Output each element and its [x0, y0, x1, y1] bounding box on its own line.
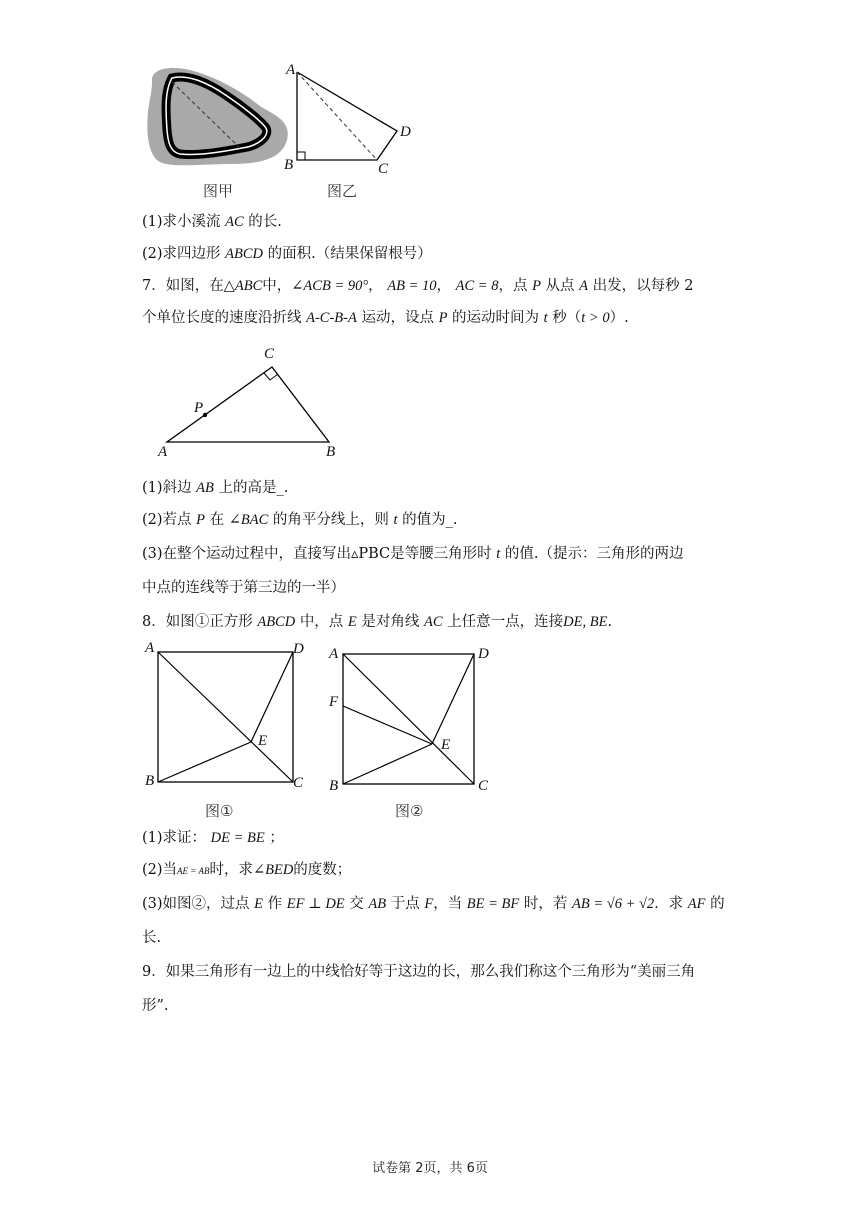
- fig1-label-c: C: [293, 775, 304, 791]
- q7-part2: (2)若点 P 在 ∠BAC 的角平分线上，则 t 的值为_.: [142, 512, 458, 528]
- fig2-label-e: E: [441, 737, 451, 753]
- q7-part3-cont: 中点的连线等于第三边的一半）: [142, 580, 345, 596]
- fig2-label-b: B: [329, 778, 339, 794]
- fig2-label-f: F: [329, 694, 339, 710]
- fig-yi-caption: 图乙: [327, 182, 358, 200]
- q7-line1: 7．如图，在△ABC中，∠ACB = 90°， AB = 10， AC = 8，点 P 从点 A 出发，以每秒 2: [142, 278, 694, 294]
- fig1-label-e: E: [258, 733, 268, 749]
- q7-part1: (1)斜边 AB 上的高是_.: [142, 480, 289, 496]
- q9-line2: 形”.: [142, 998, 169, 1014]
- fig-jia-caption: 图甲: [203, 182, 234, 200]
- triangle-label-c: C: [264, 346, 275, 362]
- figure-square-2: [336, 648, 486, 788]
- fig1-label-a: A: [145, 640, 155, 656]
- figure-triangle: [160, 360, 340, 450]
- triangle-label-p: P: [194, 400, 204, 416]
- q7-line2: 个单位长度的速度沿折线 A-C-B-A 运动，设点 P 的运动时间为 t 秒（t > 0）.: [142, 310, 629, 326]
- figure-jia: [142, 62, 292, 180]
- fig-yi-label-b: B: [284, 157, 294, 173]
- q6-part2: (2)求四边形 ABCD 的面积.（结果保留根号）: [142, 246, 432, 262]
- q8-part1: (1)求证： DE = BE ；: [142, 830, 284, 846]
- fig1-label-b: B: [145, 773, 155, 789]
- fig2-caption: 图②: [395, 802, 424, 820]
- q8-part3: (3)如图②，过点 E 作 EF ⊥ DE 交 AB 于点 F，当 BE = BF 时，若 AB = √6 + √2．求 AF 的: [142, 896, 725, 912]
- q8-part2: (2)当AE = AB时，求∠BED的度数；: [142, 862, 352, 878]
- fig1-label-d: D: [293, 641, 304, 657]
- page-footer: 试卷第 2页，共 6页: [372, 1161, 488, 1176]
- figure-yi: [290, 60, 420, 180]
- fig2-label-a: A: [329, 646, 339, 662]
- triangle-label-a: A: [158, 444, 168, 460]
- triangle-label-b: B: [326, 444, 336, 460]
- fig-yi-label-d: D: [400, 124, 411, 140]
- fig2-label-c: C: [478, 778, 489, 794]
- q8-part3-cont: 长.: [142, 930, 162, 946]
- q7-part3: (3)在整个运动过程中，直接写出▵PBC是等腰三角形时 t 的值.（提示：三角形的两边: [142, 546, 684, 562]
- q6-part1: (1)求小溪流 AC 的长.: [142, 214, 282, 230]
- fig2-label-d: D: [478, 646, 489, 662]
- figure-square-1: [150, 648, 300, 788]
- fig1-caption: 图①: [205, 802, 234, 820]
- q8-line1: 8．如图①正方形 ABCD 中，点 E 是对角线 AC 上任意一点，连接DE, BE.: [142, 614, 613, 630]
- q9-line1: 9．如果三角形有一边上的中线恰好等于这边的长，那么我们称这个三角形为“美丽三角: [142, 964, 696, 980]
- fig-yi-label-a: A: [286, 62, 296, 78]
- fig-yi-label-c: C: [378, 161, 389, 177]
